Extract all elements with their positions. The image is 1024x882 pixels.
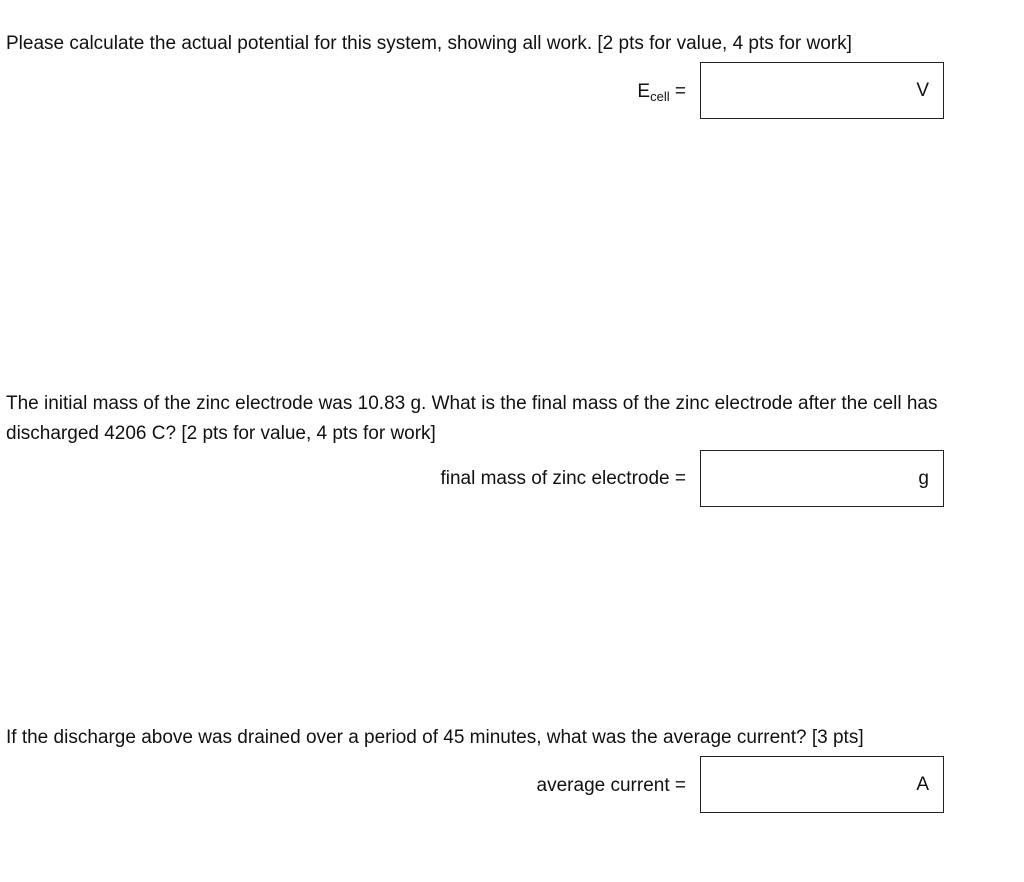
average-current-answer-box[interactable]: [700, 756, 944, 813]
average-current-unit: A: [916, 773, 929, 795]
final-mass-answer-box[interactable]: [700, 450, 944, 507]
question-3-text: If the discharge above was drained over a period of 45 minutes, what was the average current? [3 pts]: [6, 727, 864, 748]
final-mass-unit: g: [918, 467, 929, 489]
question-2-text: The initial mass of the zinc electrode was 10.83 g. What is the final mass of the zinc electrode after the cell has discharged 4206 C? [2 pts for value, 4 pts for work]: [6, 393, 938, 444]
ecell-symbol: E: [637, 81, 651, 102]
question-1-answer-label: [637, 80, 686, 104]
question-2-answer-label: final mass of zinc electrode =: [440, 468, 686, 489]
ecell-equals: =: [669, 81, 686, 102]
ecell-unit: V: [916, 79, 929, 101]
ecell-subscript: cell: [650, 89, 670, 104]
ecell-answer-box[interactable]: [700, 62, 944, 119]
question-3-answer-label: average current =: [536, 775, 686, 796]
question-1-text: Please calculate the actual potential for this system, showing all work. [2 pts for value, 4 pts for work]: [6, 33, 852, 54]
